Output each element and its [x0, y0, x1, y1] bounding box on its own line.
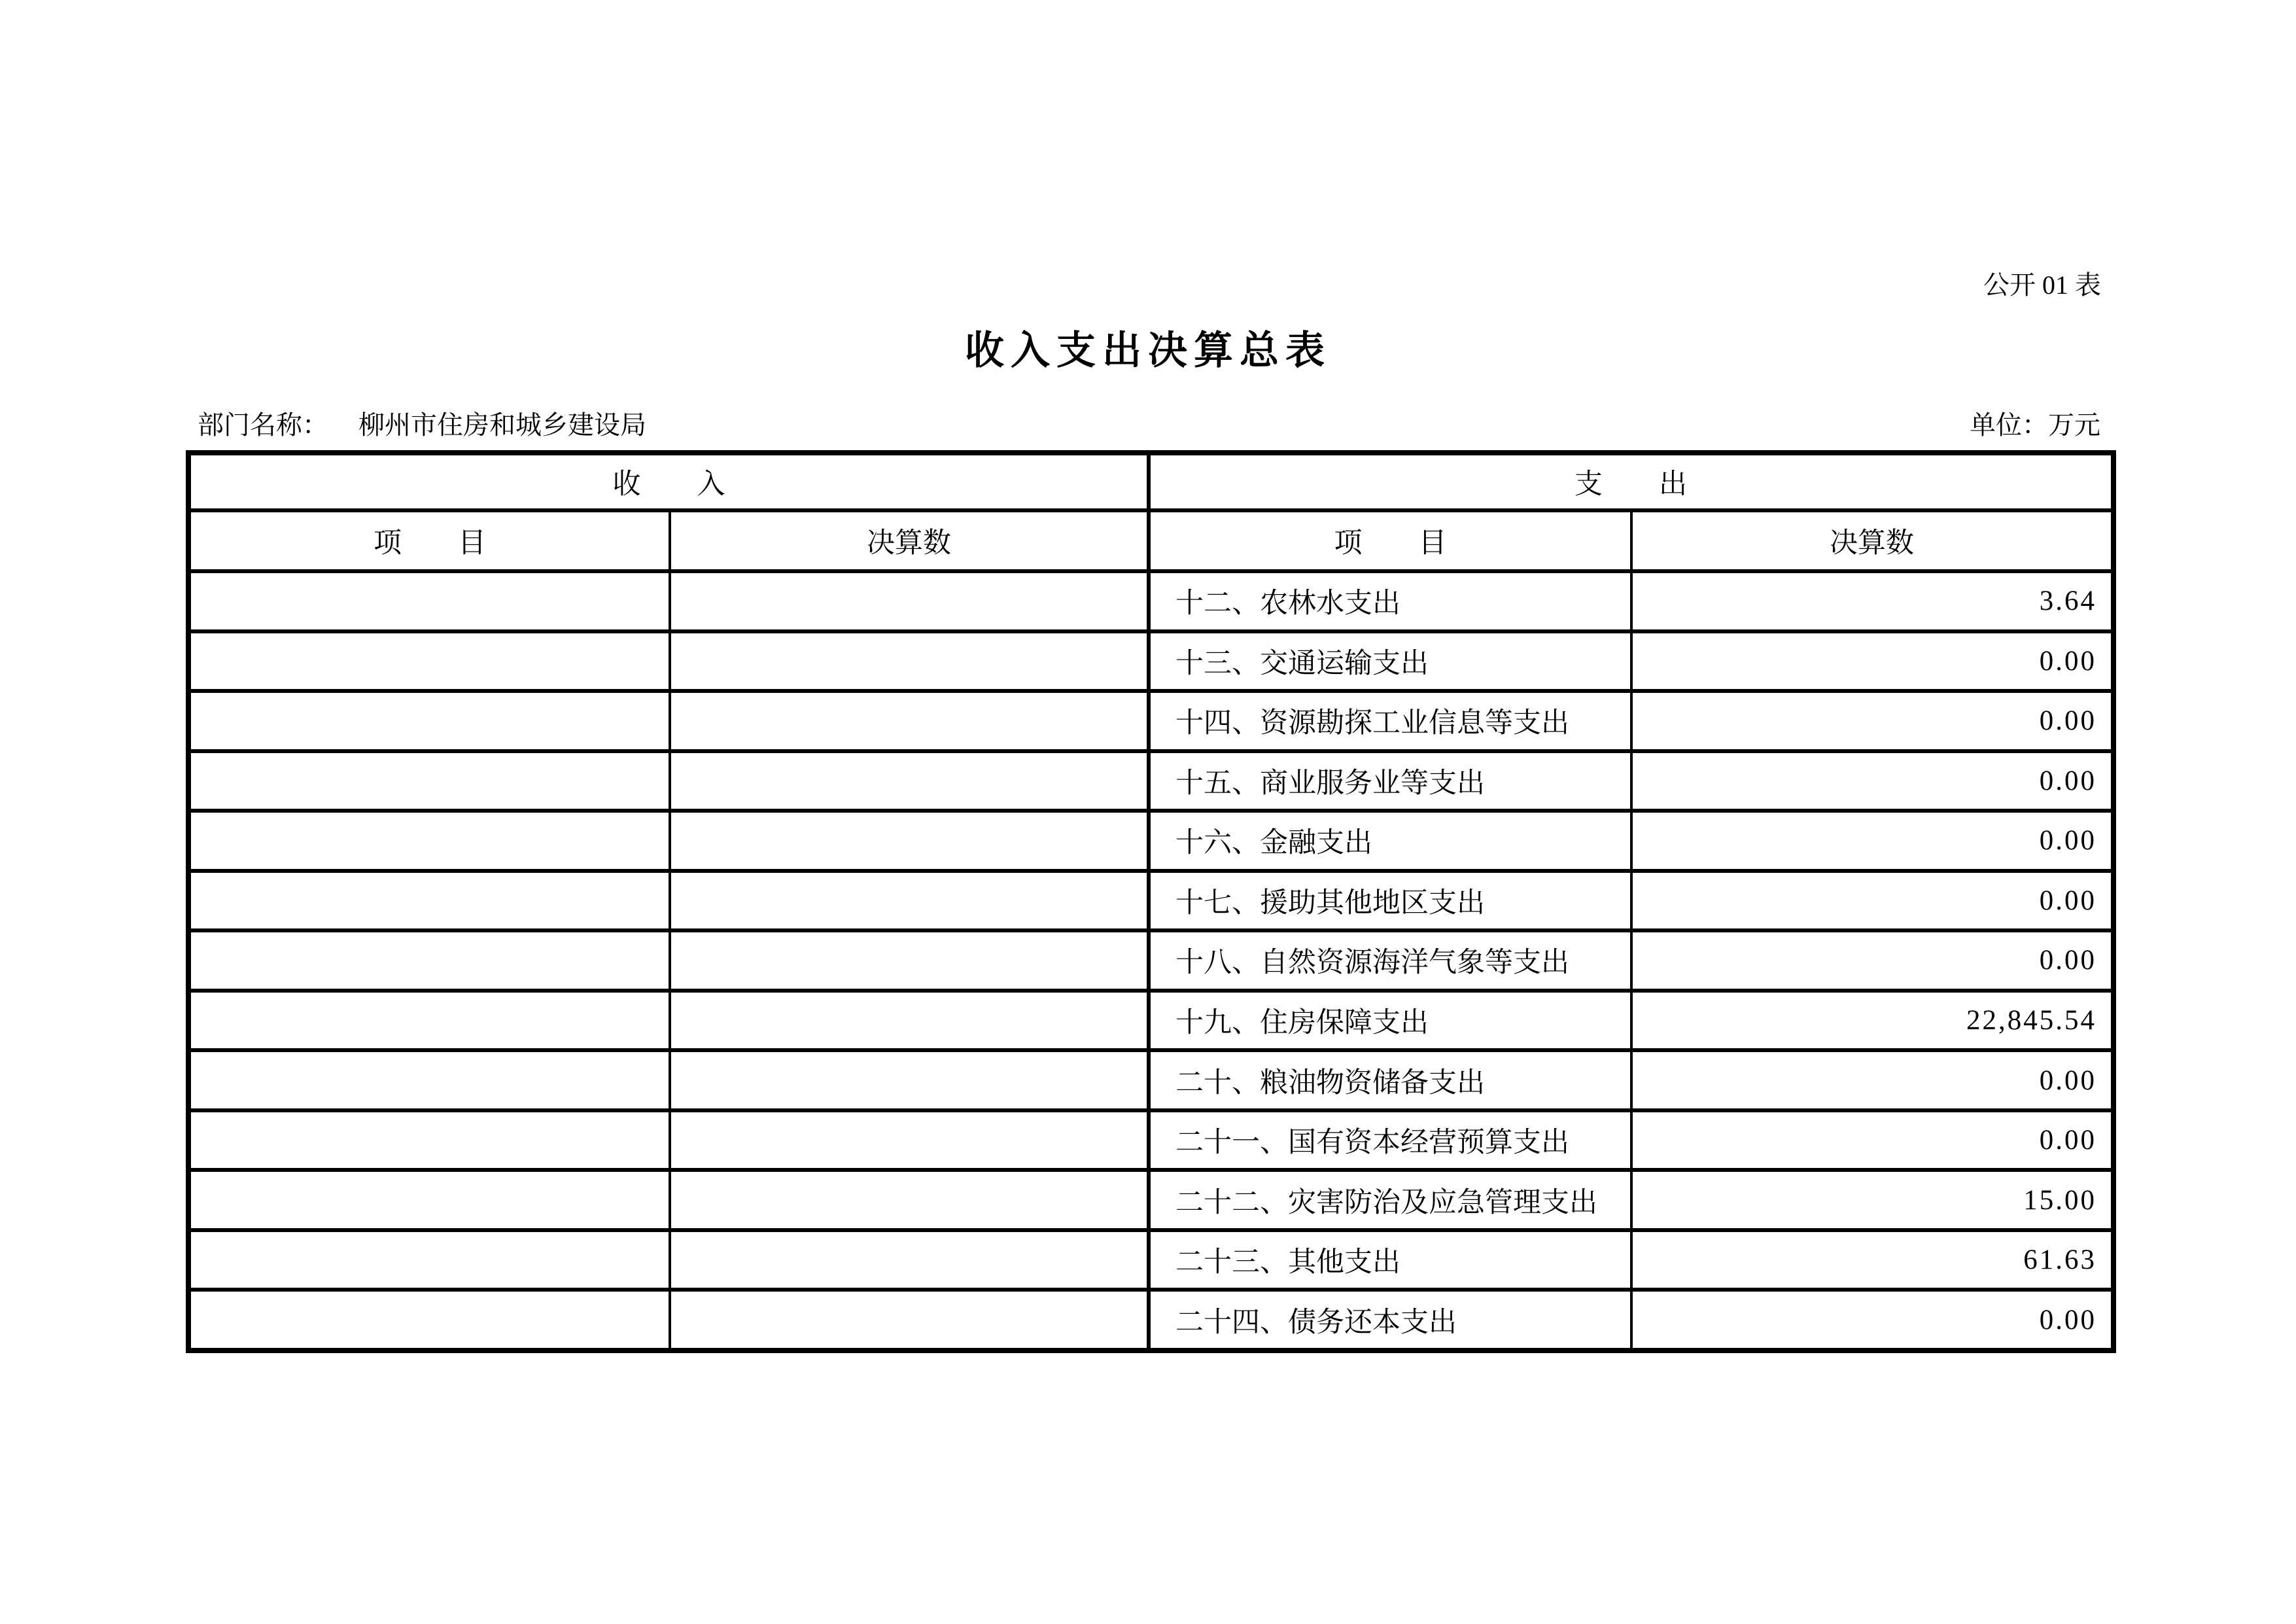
income-item-cell: [191, 1288, 669, 1348]
meta-row: [186, 404, 2116, 442]
expense-value-cell: 0.00: [1630, 689, 2111, 749]
expense-item-cell: 十二、农林水支出: [1147, 569, 1630, 629]
page-title: 收入支出决算总表: [965, 329, 1331, 372]
expense-item-cell: 二十二、灾害防治及应急管理支出: [1147, 1168, 1630, 1228]
income-item-cell: [191, 809, 669, 869]
income-value-cell: [669, 1168, 1147, 1228]
income-value-cell: [669, 869, 1147, 929]
expense-item-cell: 十三、交通运输支出: [1147, 629, 1630, 690]
income-item-cell: [191, 689, 669, 749]
income-item-cell: [191, 629, 669, 690]
expense-item-cell: 十九、住房保障支出: [1147, 989, 1630, 1049]
income-item-cell: [191, 928, 669, 989]
income-value-cell: [669, 989, 1147, 1049]
income-item-cell: [191, 1108, 669, 1169]
expense-item-cell: 十五、商业服务业等支出: [1147, 749, 1630, 809]
income-value-cell: [669, 1048, 1147, 1108]
expense-value-cell: 0.00: [1630, 869, 2111, 929]
expense-item-cell: 十七、援助其他地区支出: [1147, 869, 1630, 929]
income-value-column-header: 决算数: [669, 508, 1147, 569]
income-value-cell: [669, 809, 1147, 869]
unit-note: 单位：万元: [1970, 410, 2100, 440]
expense-value-cell: 0.00: [1630, 629, 2111, 690]
income-value-cell: [669, 749, 1147, 809]
expense-value-cell: 15.00: [1630, 1168, 2111, 1228]
income-item-cell: [191, 869, 669, 929]
income-value-cell: [669, 1228, 1147, 1288]
income-value-cell: [669, 1108, 1147, 1169]
expense-value-column-header: 决算数: [1630, 508, 2111, 569]
income-item-cell: [191, 749, 669, 809]
expense-section-header: 支 出: [1147, 455, 2111, 508]
expense-item-cell: 二十四、债务还本支出: [1147, 1288, 1630, 1348]
expense-item-column-header: 项 目: [1147, 508, 1630, 569]
income-item-column-header: 项 目: [191, 508, 669, 569]
expense-value-cell: 0.00: [1630, 928, 2111, 989]
expense-item-cell: 二十一、国有资本经营预算支出: [1147, 1108, 1630, 1169]
expense-value-cell: 22,845.54: [1630, 989, 2111, 1049]
expense-item-cell: 二十、粮油物资储备支出: [1147, 1048, 1630, 1108]
department-line: [186, 404, 646, 442]
form-number-label: 公开 01 表: [1983, 270, 2101, 300]
department-label: 部门名称：: [198, 410, 328, 440]
income-item-cell: [191, 1168, 669, 1228]
income-value-cell: [669, 689, 1147, 749]
expense-value-cell: 0.00: [1630, 1288, 2111, 1348]
income-item-cell: [191, 569, 669, 629]
expense-item-cell: 十八、自然资源海洋气象等支出: [1147, 928, 1630, 989]
expense-item-cell: 二十三、其他支出: [1147, 1228, 1630, 1288]
expense-value-cell: 0.00: [1630, 1108, 2111, 1169]
expense-value-cell: 0.00: [1630, 809, 2111, 869]
expense-item-cell: 十四、资源勘探工业信息等支出: [1147, 689, 1630, 749]
income-item-cell: [191, 1228, 669, 1288]
income-item-cell: [191, 989, 669, 1049]
income-item-cell: [191, 1048, 669, 1108]
revenue-expenditure-table: [186, 450, 2116, 1353]
department-name: 柳州市住房和城乡建设局: [358, 410, 646, 440]
expense-value-cell: 0.00: [1630, 1048, 2111, 1108]
income-value-cell: [669, 569, 1147, 629]
expense-value-cell: 0.00: [1630, 749, 2111, 809]
expense-value-cell: 61.63: [1630, 1228, 2111, 1288]
income-section-header: 收 入: [612, 469, 725, 500]
income-value-cell: [669, 928, 1147, 989]
income-value-cell: [669, 1288, 1147, 1348]
expense-item-cell: 十六、金融支出: [1147, 809, 1630, 869]
expense-value-cell: 3.64: [1630, 569, 2111, 629]
income-value-cell: [669, 629, 1147, 690]
